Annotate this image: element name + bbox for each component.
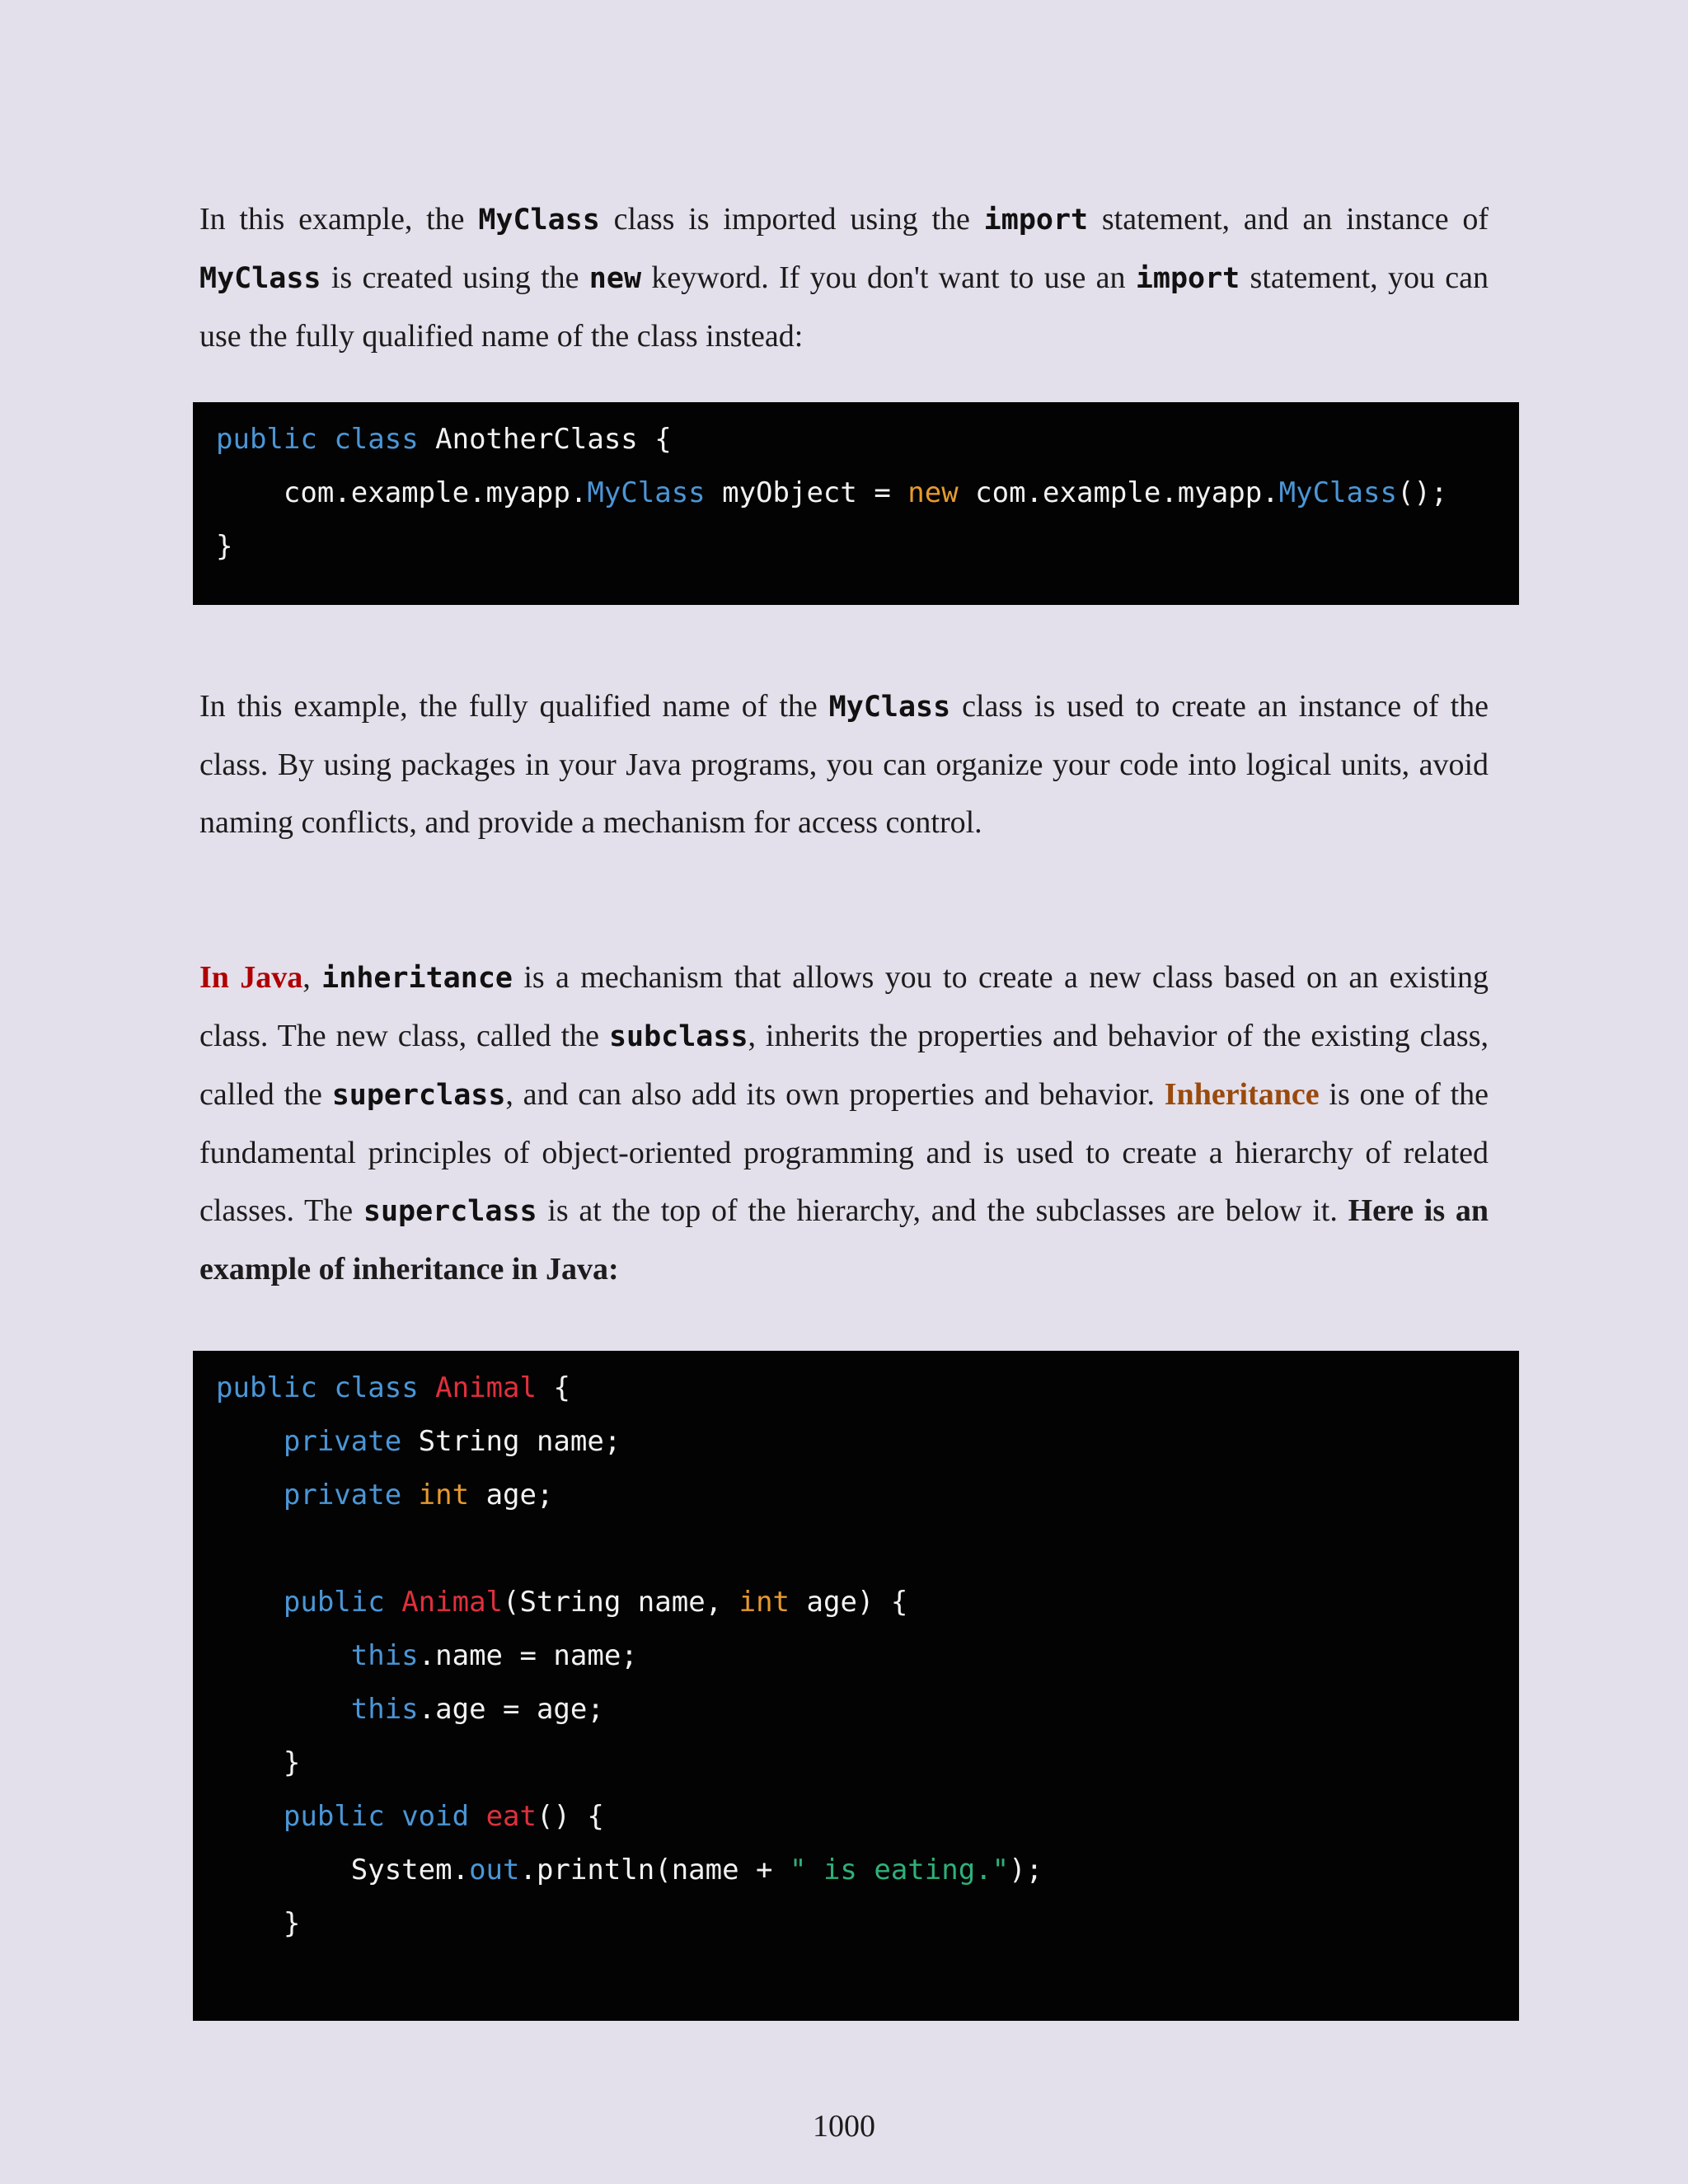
code-string: " is eating." — [790, 1854, 1010, 1886]
code-text: } — [283, 1907, 301, 1940]
code-text: System. — [350, 1854, 470, 1886]
inline-code-myclass: MyClass — [478, 204, 600, 237]
code-text: AnotherClass { — [418, 423, 672, 456]
text-run: statement, and an instance of — [1088, 202, 1489, 237]
code-text: () { — [537, 1800, 604, 1833]
inline-code-myclass: MyClass — [199, 262, 321, 295]
code-type: int — [738, 1586, 790, 1619]
code-line-blank — [216, 1522, 1519, 1576]
code-line — [216, 1576, 1519, 1629]
code-text: com.example.myapp. — [958, 476, 1279, 509]
text-run: keyword. If you don't want to use an — [641, 260, 1136, 295]
code-text: myObject = — [705, 476, 908, 509]
code-keyword: public — [216, 423, 317, 456]
text-run: is at the top of the hierarchy, and the subclasses are below it. — [537, 1193, 1348, 1228]
text-run: class is used to create an instance of the class. By using packages in your Java programs, you can organize your code into logical units, avoid naming conflicts, and provide a mechanism for access control. — [199, 689, 1489, 840]
inline-code-myclass: MyClass — [828, 691, 951, 724]
code-block-animal-class — [193, 1351, 1519, 2021]
code-line — [216, 520, 1519, 574]
code-text: .name = name; — [418, 1639, 638, 1672]
code-text: age; — [469, 1479, 554, 1511]
text-run: , and can also add its own properties and behavior. — [505, 1077, 1165, 1112]
code-class-name: Animal — [435, 1371, 537, 1404]
code-text: { — [536, 1371, 570, 1404]
code-block-another-class — [193, 402, 1519, 605]
text-run: statement, you can use the fully qualified name of the class instead: — [199, 260, 1489, 354]
code-text: com.example.myapp. — [216, 476, 588, 509]
code-text: (); — [1396, 476, 1448, 509]
text-run: is one of the fundamental principles of object-oriented programming and is used to create a hierarchy of related classes. The — [199, 1077, 1489, 1228]
code-text: ); — [1009, 1854, 1043, 1886]
code-keyword: void — [401, 1800, 470, 1833]
code-line — [216, 1415, 1519, 1469]
code-field: out — [469, 1854, 520, 1886]
code-keyword: public — [216, 1371, 317, 1404]
code-keyword: public — [283, 1800, 385, 1833]
inline-code-superclass: superclass — [363, 1195, 537, 1228]
code-keyword: class — [334, 423, 419, 456]
code-keyword: this — [350, 1693, 419, 1726]
highlight-inheritance: Inheritance — [1164, 1077, 1320, 1112]
text-run: In this example, the fully qualified name of the — [199, 689, 829, 724]
code-line — [216, 1629, 1519, 1683]
text-run: In this example, the — [199, 202, 479, 237]
code-class-name: MyClass — [587, 476, 706, 509]
code-line — [216, 413, 1519, 466]
text-run: , inherits the properties and behavior of the existing class, called the — [199, 1019, 1489, 1112]
paragraph-fully-qualified — [199, 677, 1489, 851]
code-keyword-new: new — [907, 476, 959, 509]
code-line — [216, 1897, 1519, 1951]
code-text: .println(name + — [519, 1854, 790, 1886]
inline-code-new: new — [588, 262, 642, 295]
inline-code-subclass: subclass — [608, 1020, 748, 1053]
text-run: is created using the — [321, 260, 589, 295]
code-text: String name; — [401, 1425, 621, 1458]
code-text: age) { — [790, 1586, 908, 1619]
text-run: , — [302, 960, 322, 995]
code-line — [216, 1844, 1519, 1897]
code-text: } — [216, 530, 233, 563]
example-intro: Here is an example of inheritance in Java: — [199, 1193, 1489, 1286]
page-number: 1000 — [813, 2109, 875, 2144]
code-keyword: public — [283, 1586, 385, 1619]
code-constructor-name: Animal — [401, 1586, 504, 1619]
inline-code-import: import — [1135, 262, 1240, 295]
code-line — [216, 466, 1519, 520]
highlight-in-java: In Java — [199, 960, 303, 995]
code-keyword: private — [283, 1425, 402, 1458]
code-line — [216, 1736, 1519, 1790]
code-keyword: class — [334, 1371, 419, 1404]
code-line — [216, 1361, 1519, 1415]
code-text: (String name, — [503, 1586, 739, 1619]
code-text: .age = age; — [418, 1693, 604, 1726]
paragraph-inheritance — [199, 949, 1489, 1298]
text-run: class is imported using the — [599, 202, 984, 237]
code-type: int — [418, 1479, 470, 1511]
code-text: } — [283, 1746, 301, 1779]
code-line — [216, 1683, 1519, 1736]
code-keyword: this — [350, 1639, 419, 1672]
code-line — [216, 1790, 1519, 1844]
text-run: is a mechanism that allows you to create a new class based on an existing class. The new class, called the — [199, 960, 1489, 1053]
inline-code-superclass: superclass — [331, 1079, 506, 1112]
code-keyword: private — [283, 1479, 402, 1511]
code-class-name: MyClass — [1278, 476, 1397, 509]
paragraph-import-explanation — [199, 190, 1489, 365]
inline-code-inheritance: inheritance — [321, 962, 513, 995]
code-method-name: eat — [485, 1800, 537, 1833]
inline-code-import: import — [983, 204, 1089, 237]
code-line — [216, 1469, 1519, 1522]
